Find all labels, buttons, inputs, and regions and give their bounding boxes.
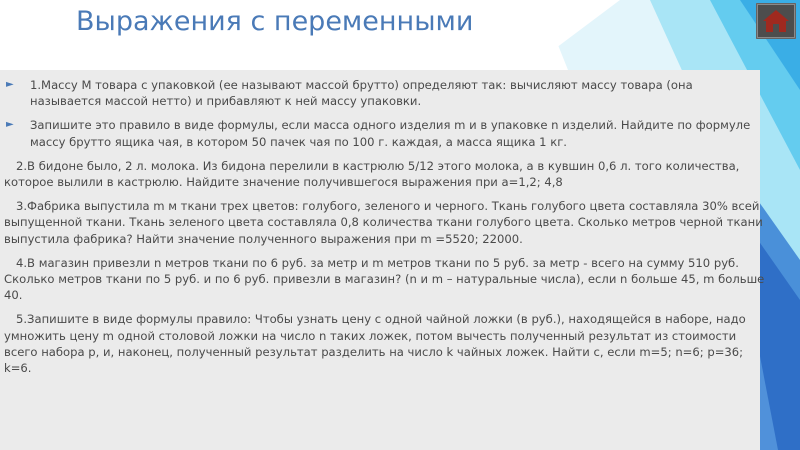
bullet-arrow-icon: ► bbox=[6, 79, 14, 90]
bullet-text: 1.Массу M товара с упаковкой (ее называют массой брутто) определяют так: вычисляют массу товара (она называется массой нетто) и прибавляют к ней массу упаковки. bbox=[30, 78, 693, 109]
bullet-item bbox=[4, 77, 766, 109]
slide-content bbox=[4, 77, 766, 384]
bullet-item bbox=[4, 117, 766, 149]
slide-title: Выражения с переменными bbox=[76, 6, 474, 37]
bullet-text: Запишите это правило в виде формулы, если масса одного изделия m и в упаковке n изделий. Найдите по формуле массу брутто ящика чая, в котором 50 пачек чая по 100 г. каждая, а масса ящика 1 кг. bbox=[30, 118, 751, 149]
home-icon bbox=[756, 3, 796, 39]
task-paragraph-3: 3.Фабрика выпустила m м ткани трех цветов: голубого, зеленого и черного. Ткань голубого цвета составляла 30% всей выпущенной ткани. Ткань зеленого цвета составляла 0,8 количества ткани голубого цвета. Сколько метров черной ткани выпустила фабрика? Найти значение полученного выражения при m =5520; 22000. bbox=[4, 199, 763, 246]
task-paragraph-5: 5.Запишите в виде формулы правило: Чтобы узнать цену с одной чайной ложки (в руб.), находящейся в наборе, надо умножить цену m одной столовой ложки на число n таких ложек, потом вычесть полученный результат из стоимости всего набора р, и, наконец, полученный результат разделить на число k чайных ложек. Найти с, если m=5; n=6; p=36; k=6. bbox=[4, 312, 746, 376]
home-button[interactable] bbox=[756, 3, 796, 39]
task-paragraph-4: 4.В магазин привезли n метров ткани по 6 руб. за метр и m метров ткани по 5 руб. за метр - всего на сумму 510 руб. Сколько метров ткани по 5 руб. и по 6 руб. привезли в магазин? (n и m – натуральные числа), если n больше 45, m больше 40. bbox=[4, 255, 765, 303]
task-paragraph-2: 2.В бидоне было, 2 л. молока. Из бидона перелили в кастрюлю 5/12 этого молока, а в кувшин 0,6 л. того количества, которое вылили в кастрюлю. Найдите значение получившегося выражения при а=1,2; 4,8 bbox=[4, 158, 740, 190]
bullet-arrow-icon: ► bbox=[6, 119, 14, 131]
